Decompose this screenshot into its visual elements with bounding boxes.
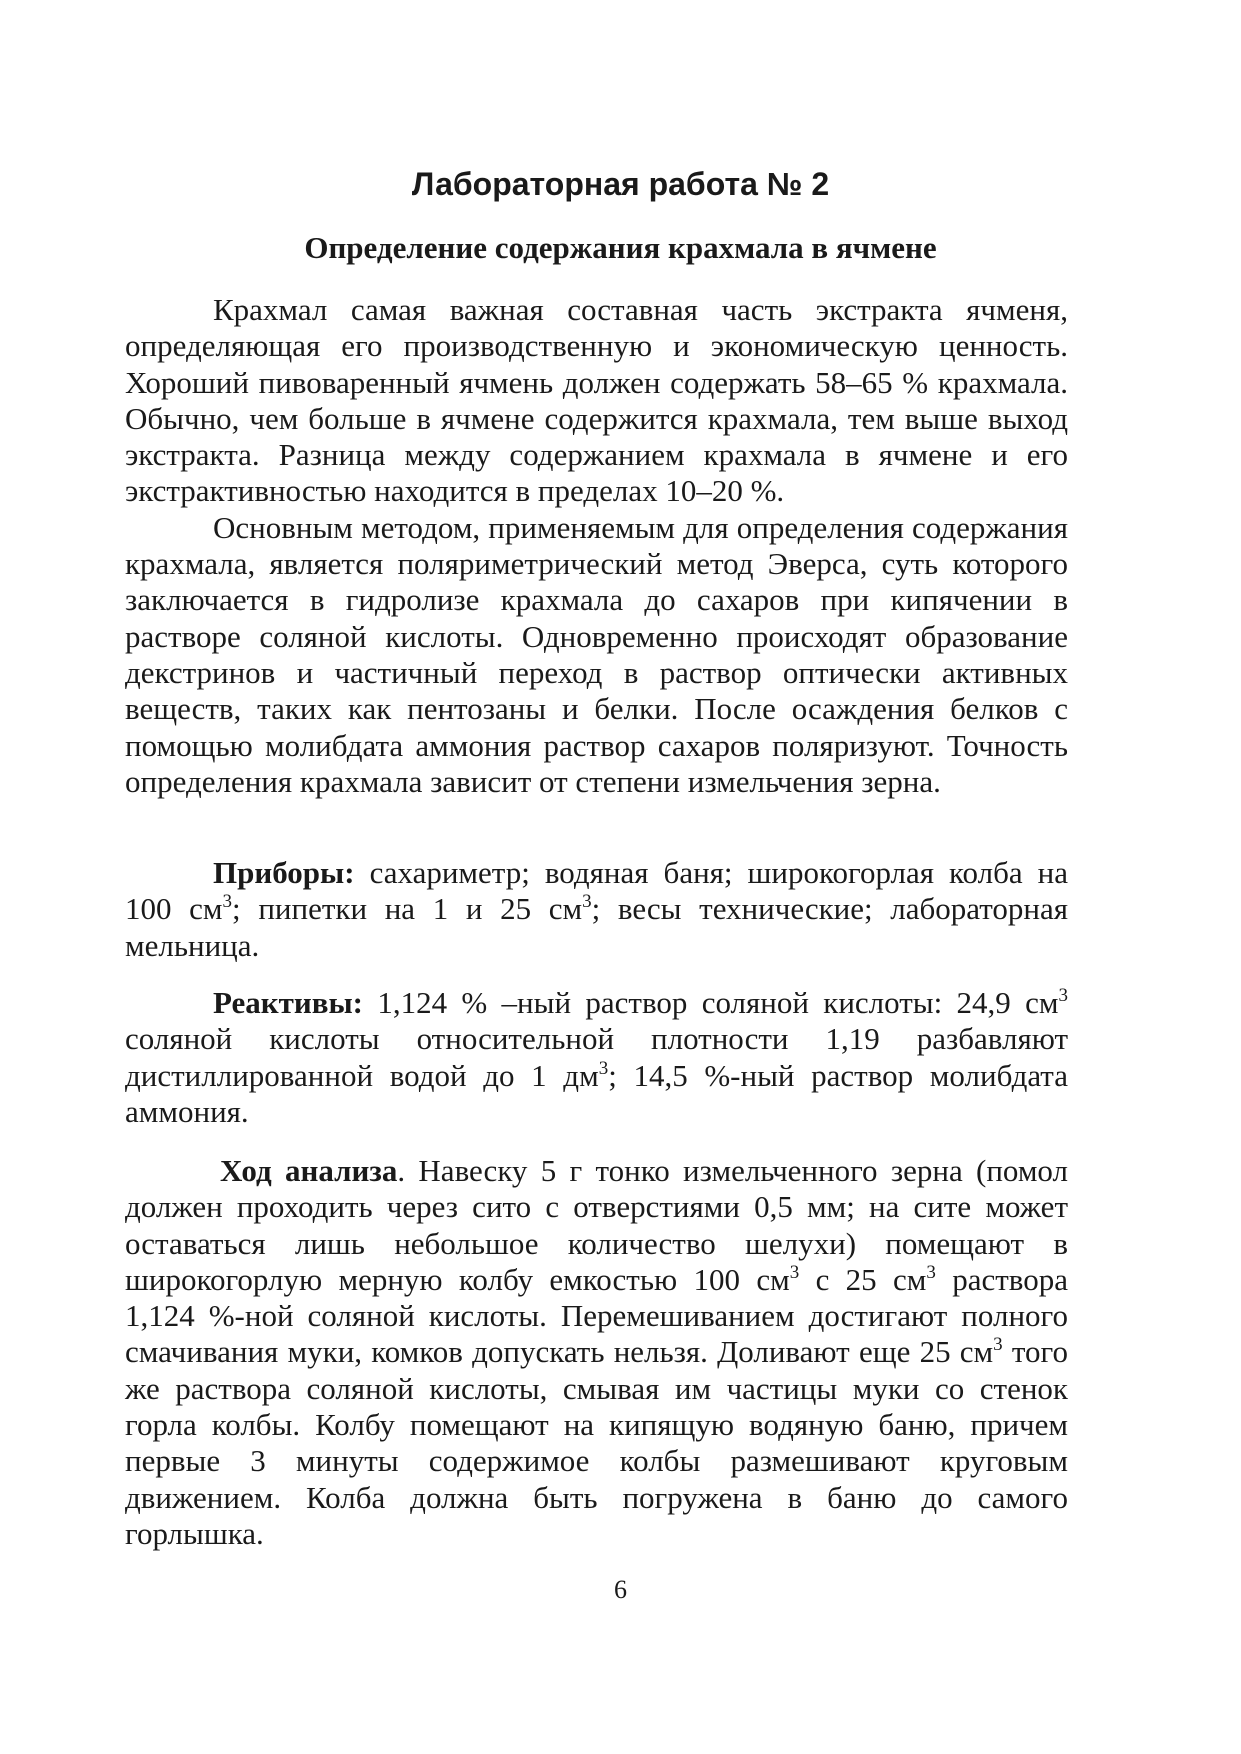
procedure-text-2: с 25 см (799, 1261, 927, 1297)
superscript-3: 3 (926, 1261, 936, 1283)
procedure-text-1: . Навеску 5 г тонко измельченного зерна (помол должен проходить через сито с отверстиями 0,5 мм; на сите может оставаться лишь небольшое количество шелухи) помещают в широкогорлую мерную колбу емкостью 100 см (125, 1153, 1068, 1297)
superscript-3: 3 (598, 1057, 609, 1079)
intro-paragraph-2: Основным методом, применяемым для определения содержания крахмала, является поляриметрический метод Эверса, суть которого заключается в гидролизе крахмала до сахаров при кипячении в растворе соляной кислоты. Одновременно происходят образование декстринов и частичный переход в раствор оптически активных веществ, таких как пентозаны и белки. После осаждения белков с помощью молибдата аммония раствор сахаров поляризуют. Точность определения крахмала зависит от степени измельчения зерна. (125, 509, 1068, 799)
reagents-paragraph (125, 985, 1068, 1130)
devices-text-3: ; весы технические; лабораторная мельница. (125, 891, 1069, 963)
superscript-3: 3 (789, 1261, 800, 1283)
intro-section (125, 292, 1068, 800)
intro-paragraph-1: Крахмал самая важная составная часть экстракта ячменя, определяющая его производственную и экономическую ценность. Хороший пивоваренный ячмень должен содержать 58–65 % крахмала. Обычно, чем больше в ячмене содержится крахмала, тем выше выход экстракта. Разница между содержанием крахмала в ячмене и его экстрактивностью находится в пределах 10–20 %. (125, 292, 1068, 509)
superscript-3: 3 (222, 891, 233, 913)
procedure-section (125, 1153, 1068, 1552)
devices-paragraph (125, 855, 1068, 964)
devices-text-1: сахариметр; водяная баня; широкогорлая колба на 100 см (125, 855, 1068, 927)
reagents-text-2: соляной кислоты относительной плотности 1,19 разбавляют дистиллированной водой до 1 дм (125, 1021, 1068, 1093)
procedure-text-3: раствора 1,124 %-ной соляной кислоты. Перемешиванием достигают полного смачивания муки, комков допускать нельзя. Доливают еще 25 см (125, 1261, 1068, 1370)
page-number: 6 (614, 1575, 627, 1604)
procedure-label: Ход анализа (220, 1153, 398, 1188)
superscript-3: 3 (582, 891, 592, 913)
reagents-text-3: ; 14,5 %-ный раствор молибдата аммония. (125, 1057, 1068, 1129)
procedure-text-4: того же раствора соляной кислоты, смывая им частицы муки со стенок горла колбы. Колбу помещают на кипящую водяную баню, причем первые 3 минуты содержимое колбы размешивают круговым движением. Колба должна быть погружена в баню до самого горлышка. (125, 1334, 1068, 1551)
reagents-section (125, 985, 1068, 1130)
page-subtitle: Определение содержания крахмала в ячмене (304, 230, 937, 265)
devices-label: Приборы: (213, 855, 355, 890)
reagents-label: Реактивы: (213, 985, 364, 1020)
superscript-3: 3 (1058, 985, 1068, 1006)
procedure-paragraph (125, 1153, 1068, 1552)
page-title: Лабораторная работа № 2 (411, 166, 830, 202)
superscript-3: 3 (993, 1334, 1003, 1356)
devices-text-2: ; пипетки на 1 и 25 см (232, 891, 583, 927)
devices-section (125, 855, 1068, 964)
reagents-text-1: 1,124 % –ный раствор соляной кислоты: 24,9 см (363, 985, 1059, 1020)
